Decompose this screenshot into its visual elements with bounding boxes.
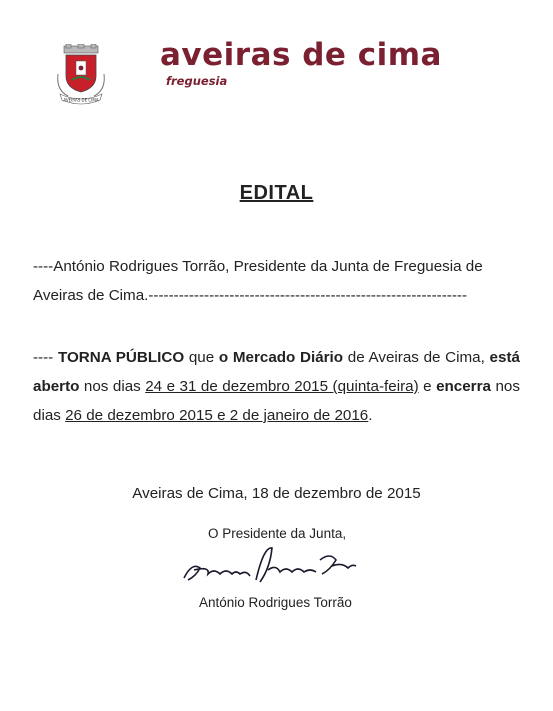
- parish-crest: [52, 44, 110, 106]
- esta-aberto: está aberto: [33, 349, 520, 395]
- signatory-role: O Presidente da Junta,: [208, 526, 347, 541]
- dash-lead: ----: [33, 349, 54, 366]
- intro-text: António Rodrigues Torrão, Presidente da Junta de Freguesia de Aveiras de Cima.: [33, 258, 483, 304]
- announcement-paragraph: [33, 343, 520, 430]
- encerra: encerra: [436, 378, 491, 395]
- dash-filler: ---------------------------------------------------------------: [148, 287, 468, 304]
- handwritten-signature: [180, 540, 360, 588]
- period: .: [368, 407, 373, 424]
- brand-logo: [160, 37, 442, 88]
- text-de-aveiras: de Aveiras de Cima,: [347, 349, 485, 366]
- text-e: e: [423, 378, 432, 395]
- svg-text:AVEIRAS DE CIMA: AVEIRAS DE CIMA: [63, 97, 99, 103]
- mercado-diario: o Mercado Diário: [218, 349, 344, 366]
- coat-of-arms-icon: [52, 44, 110, 106]
- text-nos-dias: nos dias: [33, 378, 520, 424]
- intro-paragraph: [33, 252, 520, 310]
- closed-dates: 26 de dezembro 2015 e 2 de janeiro de 2016: [65, 407, 369, 424]
- brand-name: aveiras de cima: [160, 37, 442, 73]
- torna-publico: TORNA PÚBLICO: [57, 349, 185, 366]
- signatory-name: António Rodrigues Torrão: [199, 595, 352, 610]
- place-and-date: Aveiras de Cima, 18 de dezembro de 2015: [132, 485, 421, 502]
- text-nos-dias: nos dias: [83, 378, 141, 395]
- document-title: EDITAL: [239, 182, 314, 204]
- brand-subtitle: freguesia: [166, 74, 228, 88]
- open-dates: 24 e 31 de dezembro 2015 (quinta-feira): [145, 378, 419, 395]
- text-que: que: [188, 349, 215, 366]
- dash-filler: ----: [33, 258, 54, 275]
